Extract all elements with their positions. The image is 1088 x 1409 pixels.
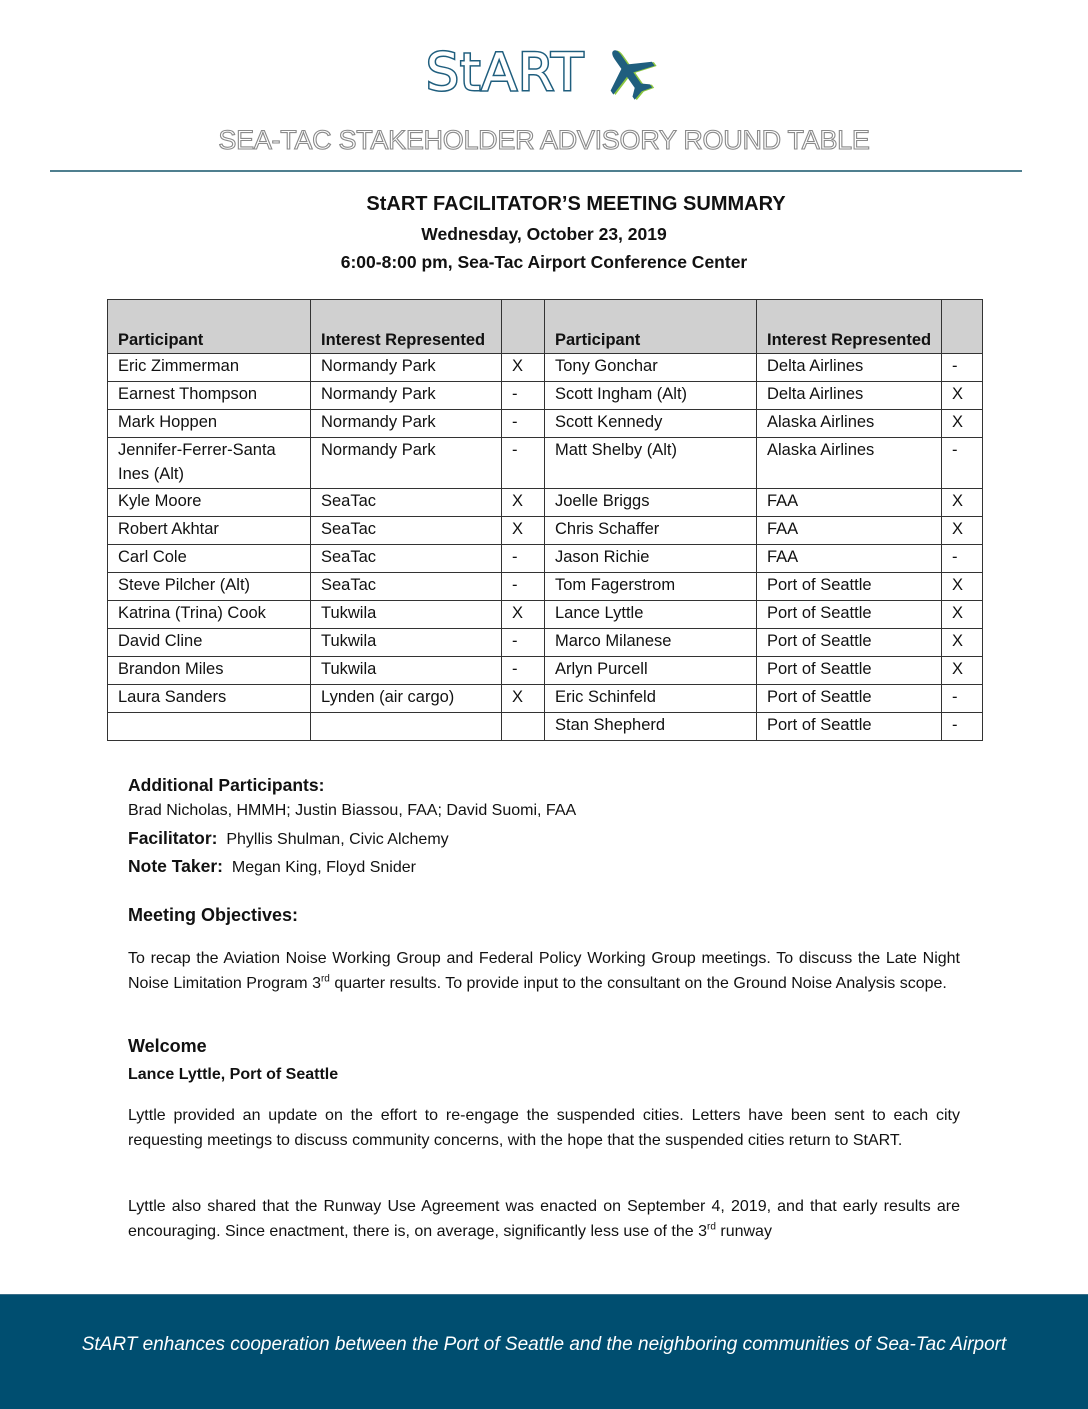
- facilitator-label: Facilitator:: [128, 828, 218, 848]
- cell-interest-1: SeaTac: [311, 517, 502, 545]
- objectives-text-part: quarter results. To provide input to the consultant on the Ground Noise Analysis scope.: [329, 975, 947, 992]
- cell-interest-2: Port of Seattle: [757, 657, 942, 685]
- table-row: [108, 685, 983, 713]
- cell-interest-2: FAA: [757, 517, 942, 545]
- cell-participant-1: [108, 713, 311, 741]
- cell-interest-1: [311, 713, 502, 741]
- table-row: [108, 629, 983, 657]
- cell-attended-1: X: [502, 601, 545, 629]
- cell-participant-2: Matt Shelby (Alt): [545, 438, 757, 489]
- cell-interest-2: Port of Seattle: [757, 685, 942, 713]
- footer-tagline: StART enhances cooperation between the Port of Seattle and the neighboring communities of Sea-Tac Airport: [81, 1334, 1007, 1355]
- cell-interest-2: Port of Seattle: [757, 573, 942, 601]
- cell-participant-1: Carl Cole: [108, 545, 311, 573]
- cell-participant-1: Brandon Miles: [108, 657, 311, 685]
- cell-attended-2: X: [942, 489, 983, 517]
- header-interest-1: Interest Represented: [311, 300, 502, 354]
- facilitator-line: [128, 828, 449, 849]
- cell-interest-1: Lynden (air cargo): [311, 685, 502, 713]
- table-row: [108, 354, 983, 382]
- cell-interest-1: Normandy Park: [311, 354, 502, 382]
- cell-participant-2: Eric Schinfeld: [545, 685, 757, 713]
- cell-participant-1: Earnest Thompson: [108, 382, 311, 410]
- additional-participants-list: Brad Nicholas, HMMH; Justin Biassou, FAA; David Suomi, FAA: [128, 802, 577, 819]
- cell-participant-2: Chris Schaffer: [545, 517, 757, 545]
- cell-attended-1: -: [502, 382, 545, 410]
- additional-participants-label: [128, 775, 324, 796]
- cell-participant-1: Eric Zimmerman: [108, 354, 311, 382]
- note-taker-label: Note Taker:: [128, 856, 223, 876]
- cell-interest-1: Normandy Park: [311, 382, 502, 410]
- cell-attended-2: X: [942, 382, 983, 410]
- cell-attended-2: -: [942, 713, 983, 741]
- note-taker-line: [128, 856, 416, 877]
- cell-attended-1: -: [502, 657, 545, 685]
- cell-interest-1: SeaTac: [311, 573, 502, 601]
- cell-participant-1: Robert Akhtar: [108, 517, 311, 545]
- cell-attended-2: -: [942, 354, 983, 382]
- airplane-icon: [598, 42, 660, 104]
- cell-interest-2: Port of Seattle: [757, 713, 942, 741]
- logo-text: StART: [426, 43, 585, 103]
- table-row: [108, 410, 983, 438]
- header-attended-2: [942, 300, 983, 354]
- cell-participant-1: Mark Hoppen: [108, 410, 311, 438]
- cell-attended-2: X: [942, 629, 983, 657]
- header-attended-1: [502, 300, 545, 354]
- cell-interest-1: Tukwila: [311, 657, 502, 685]
- meeting-date-text: Wednesday, October 23, 2019: [421, 224, 667, 244]
- cell-participant-2: Marco Milanese: [545, 629, 757, 657]
- cell-interest-1: SeaTac: [311, 545, 502, 573]
- cell-attended-1: X: [502, 354, 545, 382]
- org-title: SEA-TAC STAKEHOLDER ADVISORY ROUND TABLE: [218, 125, 870, 155]
- cell-attended-2: X: [942, 410, 983, 438]
- start-logo: [426, 38, 660, 108]
- cell-interest-1: Normandy Park: [311, 438, 502, 489]
- cell-attended-1: -: [502, 545, 545, 573]
- cell-participant-2: Scott Ingham (Alt): [545, 382, 757, 410]
- cell-attended-2: -: [942, 545, 983, 573]
- cell-participant-2: Scott Kennedy: [545, 410, 757, 438]
- cell-participant-1: Steve Pilcher (Alt): [108, 573, 311, 601]
- cell-participant-2: Lance Lyttle: [545, 601, 757, 629]
- cell-interest-1: Tukwila: [311, 629, 502, 657]
- objectives-text-part: To recap the Aviation Noise Working Group and Federal Policy Working Group meetings. To discuss the Late Night Noise Limitation Program 3: [128, 950, 960, 992]
- cell-participant-1: Laura Sanders: [108, 685, 311, 713]
- welcome-paragraph-2-part: Lyttle also shared that the Runway Use Agreement was enacted on September 4, 2019, and that early results are encouraging. Since enactment, there is, on average, significantly less use of the 3: [128, 1198, 960, 1240]
- cell-interest-2: Delta Airlines: [757, 382, 942, 410]
- note-taker-value: Megan King, Floyd Snider: [231, 859, 416, 876]
- cell-attended-2: X: [942, 517, 983, 545]
- meeting-time-location: 6:00-8:00 pm, Sea-Tac Airport Conference Center: [340, 252, 748, 272]
- table-row: [108, 489, 983, 517]
- cell-participant-1: Jennifer-Ferrer-Santa Ines (Alt): [108, 438, 311, 489]
- cell-participant-2: Stan Shepherd: [545, 713, 757, 741]
- cell-attended-2: -: [942, 685, 983, 713]
- cell-interest-2: Port of Seattle: [757, 629, 942, 657]
- cell-participant-1: Katrina (Trina) Cook: [108, 601, 311, 629]
- cell-interest-2: Alaska Airlines: [757, 410, 942, 438]
- objectives-text: [128, 946, 960, 996]
- cell-attended-1: [502, 713, 545, 741]
- welcome-paragraph-2: [128, 1194, 960, 1244]
- table-row: [108, 517, 983, 545]
- table-row: [108, 657, 983, 685]
- table-row: [108, 713, 983, 741]
- cell-interest-2: Delta Airlines: [757, 354, 942, 382]
- table-row: [108, 382, 983, 410]
- welcome-speaker: Lance Lyttle, Port of Seattle: [128, 1066, 339, 1083]
- facilitator-value: Phyllis Shulman, Civic Alchemy: [226, 831, 449, 848]
- header-interest-2: Interest Represented: [757, 300, 942, 354]
- objectives-heading: Meeting Objectives:: [128, 905, 299, 925]
- cell-interest-1: Normandy Park: [311, 410, 502, 438]
- table-row: [108, 438, 983, 489]
- table-header-row: [108, 300, 983, 354]
- superscript: rd: [320, 973, 330, 985]
- cell-attended-1: -: [502, 410, 545, 438]
- cell-attended-2: X: [942, 573, 983, 601]
- welcome-paragraph-2-part: runway: [715, 1223, 772, 1240]
- cell-participant-2: Joelle Briggs: [545, 489, 757, 517]
- cell-attended-1: -: [502, 629, 545, 657]
- cell-participant-2: Tom Fagerstrom: [545, 573, 757, 601]
- cell-interest-2: Port of Seattle: [757, 601, 942, 629]
- table-row: [108, 573, 983, 601]
- page-footer: [0, 1294, 1088, 1409]
- cell-interest-1: Tukwila: [311, 601, 502, 629]
- attendance-table: [107, 299, 983, 741]
- cell-attended-1: X: [502, 489, 545, 517]
- welcome-heading: Welcome: [128, 1036, 207, 1056]
- cell-participant-2: Arlyn Purcell: [545, 657, 757, 685]
- cell-attended-1: -: [502, 438, 545, 489]
- header-divider: [50, 170, 1022, 172]
- table-row: [108, 545, 983, 573]
- welcome-paragraph-1: Lyttle provided an update on the effort to re-engage the suspended cities. Letters have been sent to each city requesting meetings to discuss community concerns, with the hope that the suspended cities return to StART.: [128, 1107, 960, 1149]
- cell-participant-1: David Cline: [108, 629, 311, 657]
- cell-attended-1: -: [502, 573, 545, 601]
- cell-attended-2: -: [942, 438, 983, 489]
- header-participant-1: Participant: [108, 300, 311, 354]
- cell-interest-2: FAA: [757, 545, 942, 573]
- cell-attended-2: X: [942, 601, 983, 629]
- cell-participant-2: Tony Gonchar: [545, 354, 757, 382]
- cell-attended-1: X: [502, 685, 545, 713]
- cell-interest-2: FAA: [757, 489, 942, 517]
- superscript: rd: [707, 1221, 716, 1233]
- additional-participants-heading: Additional Participants:: [128, 775, 325, 795]
- cell-participant-1: Kyle Moore: [108, 489, 311, 517]
- cell-attended-2: X: [942, 657, 983, 685]
- cell-participant-2: Jason Richie: [545, 545, 757, 573]
- document-title: StART FACILITATOR’S MEETING SUMMARY: [366, 193, 786, 215]
- meeting-date: [0, 224, 1088, 245]
- cell-interest-1: SeaTac: [311, 489, 502, 517]
- table-row: [108, 601, 983, 629]
- cell-attended-1: X: [502, 517, 545, 545]
- header-participant-2: Participant: [545, 300, 757, 354]
- cell-interest-2: Alaska Airlines: [757, 438, 942, 489]
